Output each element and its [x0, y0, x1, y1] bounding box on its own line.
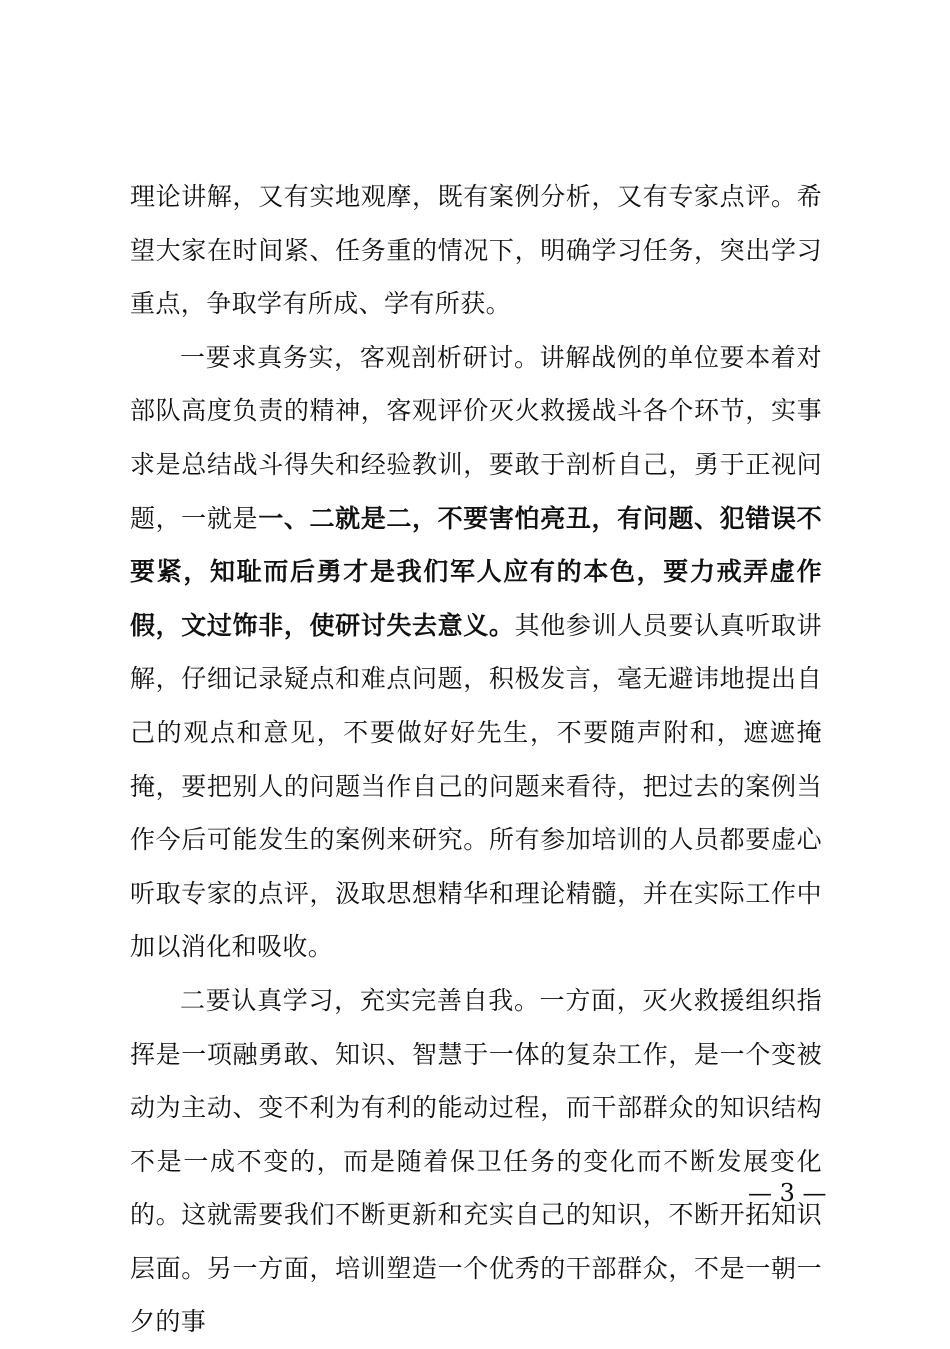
- text-run: 二要认真学习，充实完善自我。一方面，灭火救援组织指挥是一项融勇敢、知识、智慧于一体的复杂工作，是一个变被动为主动、变不利为有利的能动过程，而干部群众的知识结构不是一成不变的，而是随着保卫任务的变化而不断发展变化的。这就需要我们不断更新和充实自己的知识，不断开拓知识层面。另一方面，培训塑造一个优秀的干部群众，不是一朝一夕的事: [130, 985, 822, 1337]
- text-run: 理论讲解，又有实地观摩，既有案例分析，又有专家点评。希望大家在时间紧、任务重的情况下，明确学习任务，突出学习重点，争取学有所成、学有所获。: [130, 182, 822, 319]
- text-run: 一要求真务实，客观剖析研讨。讲解战例的单位要本着对部队高度负责的精神，客观评价灭火救援战斗各个环节，实事求是总结战斗得失和经验教训，要敢于剖析自己，勇于正视问题，一就是: [130, 342, 822, 533]
- page-number: — 3 —: [748, 1179, 827, 1207]
- bold-text-run: 一、二就是二，不要害怕亮丑，有问题、犯错误不要紧，知耻而后勇才是我们军人应有的本色，要力戒弄虚作假，文过饰非，使研讨失去意义。: [130, 503, 822, 640]
- paragraph-continuation: [130, 170, 822, 331]
- paragraph-study: [130, 974, 827, 1349]
- body-text: [130, 170, 827, 1349]
- paragraph-seek-truth: [130, 331, 822, 974]
- text-run: 其他参训人员要认真听取讲解，仔细记录疑点和难点问题，积极发言，毫无避讳地提出自己的观点和意见，不要做好好先生，不要随声附和，遮遮掩掩，要把别人的问题当作自己的问题来看待，把过去的案例当作今后可能发生的案例来研究。所有参加培训的人员都要虚心听取专家的点评，汲取思想精华和理论精髓，并在实际工作中加以消化和吸收。: [130, 610, 822, 962]
